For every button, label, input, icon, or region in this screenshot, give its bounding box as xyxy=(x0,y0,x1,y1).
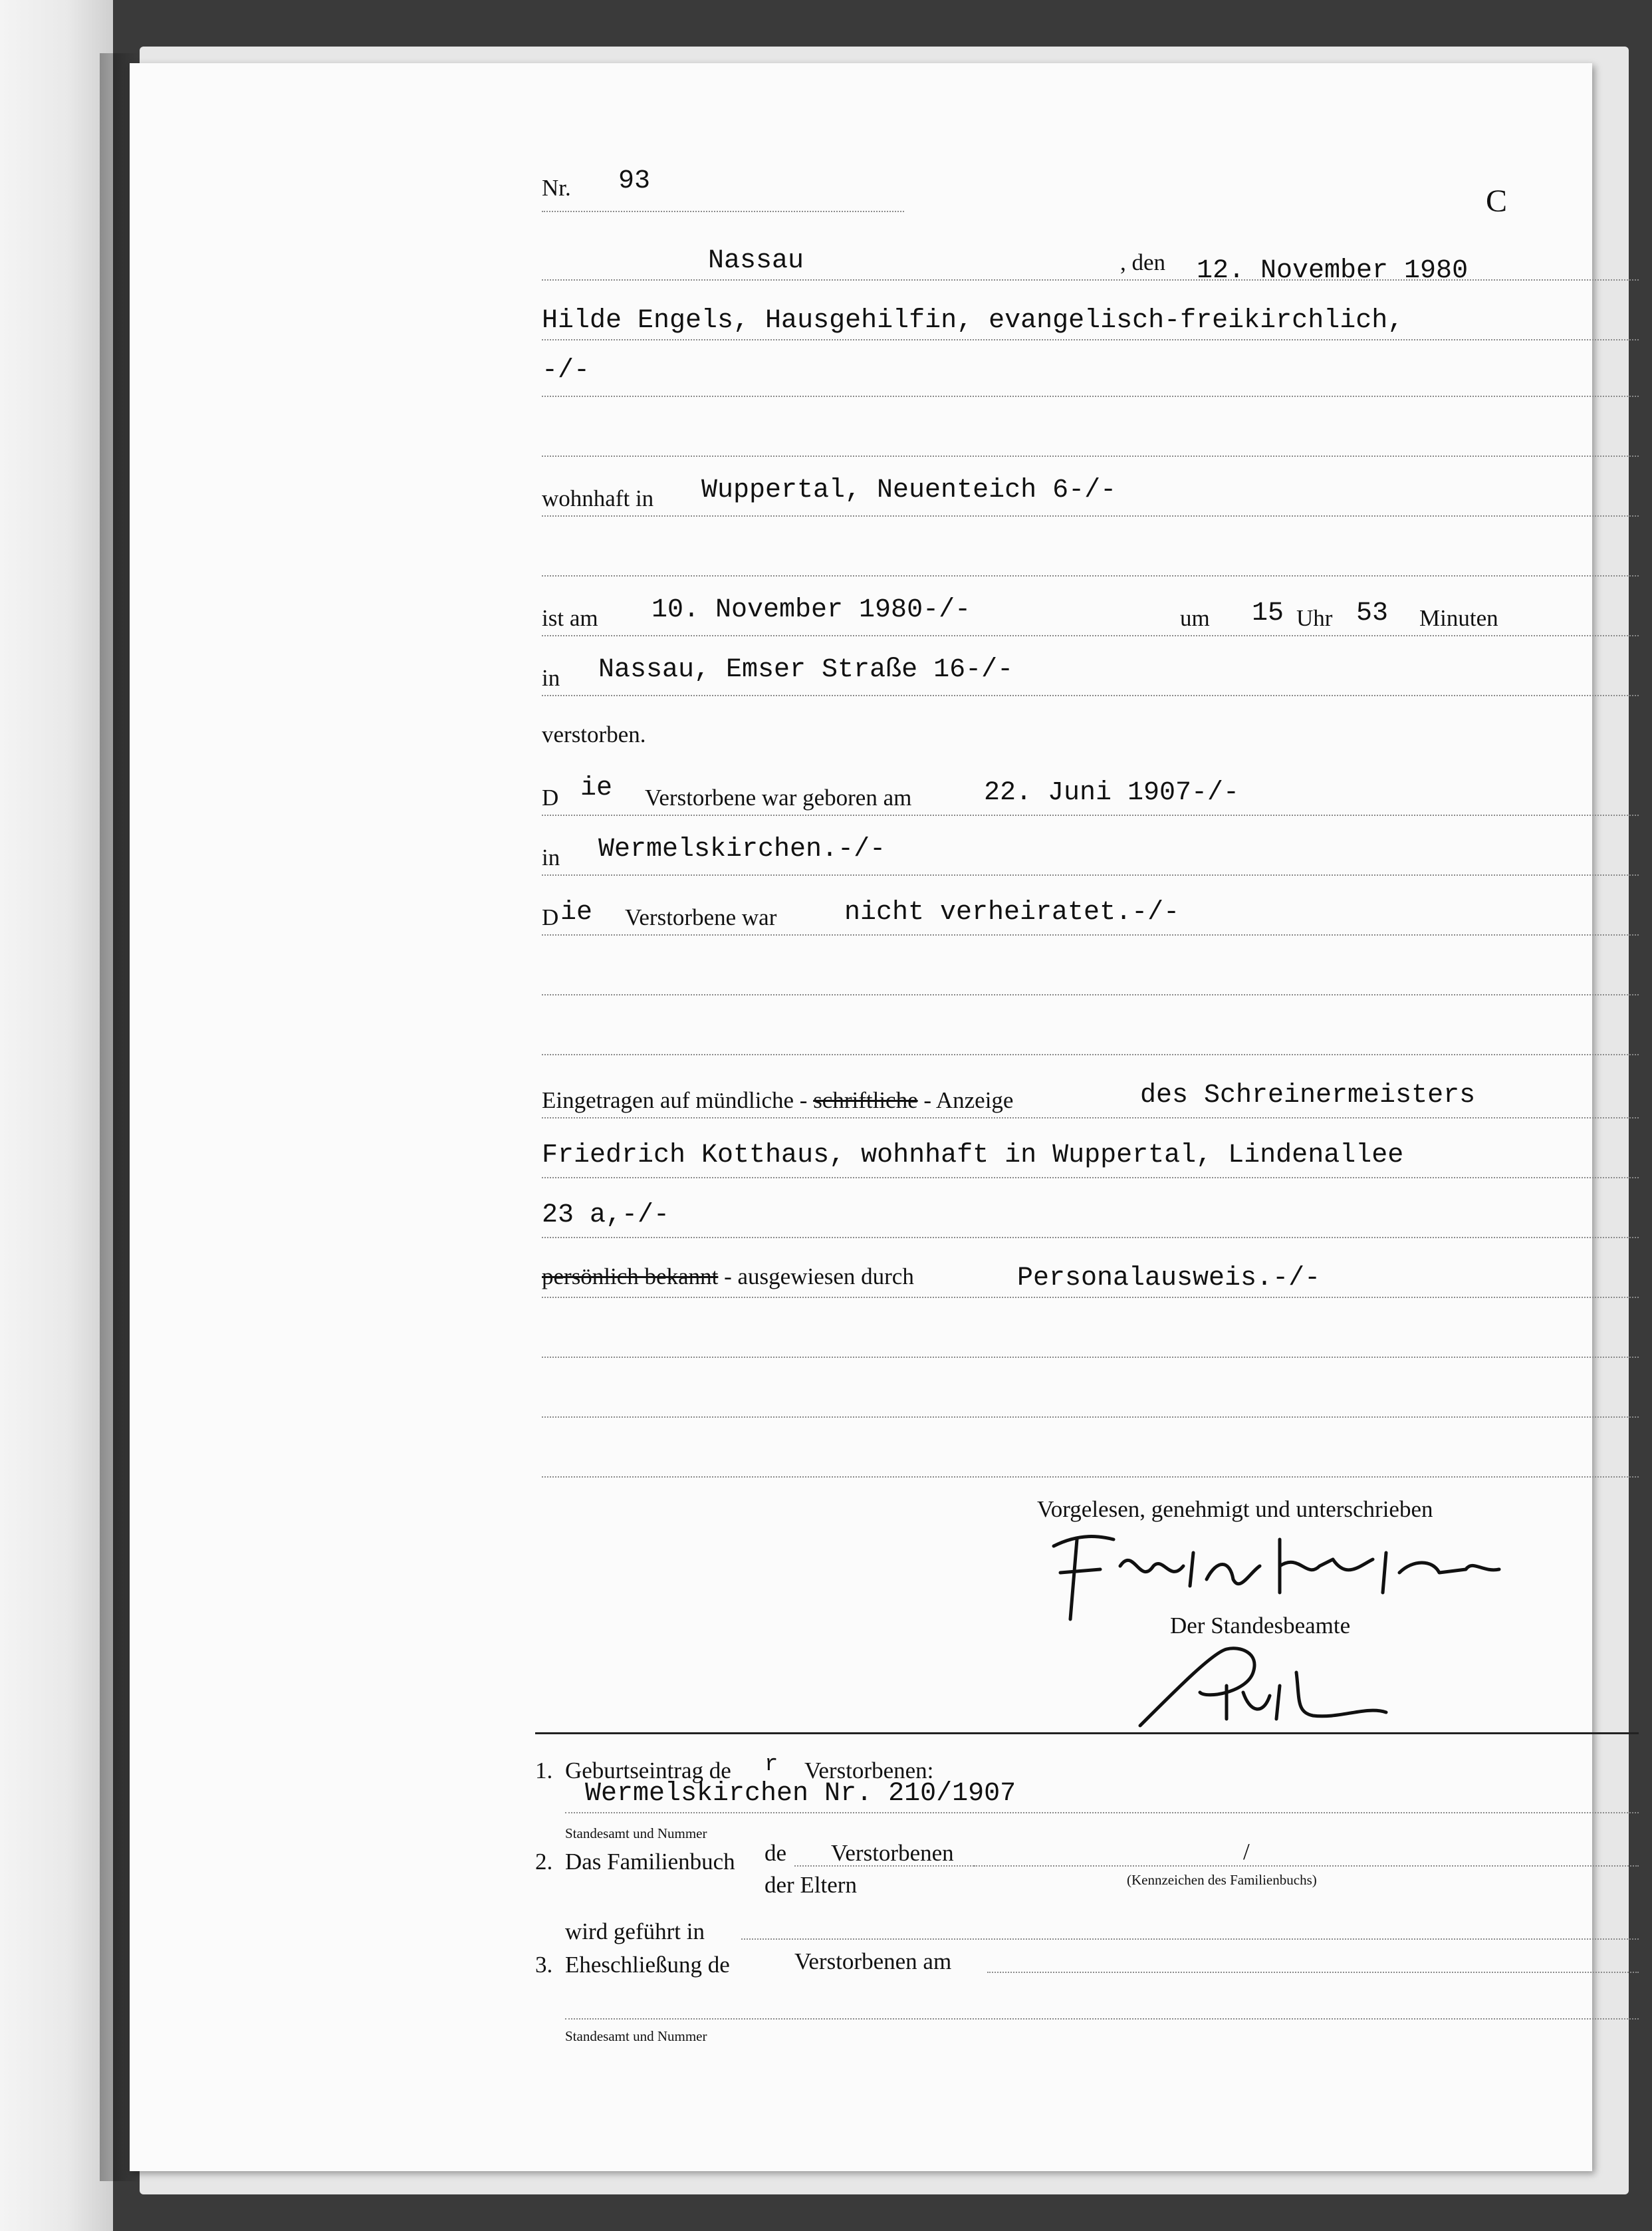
um-label: um xyxy=(1180,605,1210,631)
entry-dash-1: - xyxy=(794,1087,814,1113)
death-hour: 15 xyxy=(1252,598,1284,628)
register-number: 93 xyxy=(618,166,651,196)
blank-line-1 xyxy=(542,456,1639,457)
familienbuch-slash: / xyxy=(1243,1839,1250,1865)
death-register-page xyxy=(130,63,1592,2171)
informant-signature xyxy=(1040,1519,1506,1626)
eheschliessung-rule-2 xyxy=(565,2018,1639,2020)
standesamt-nummer-caption: Standesamt und Nummer xyxy=(565,1825,707,1841)
nr-label: Nr. xyxy=(542,175,571,201)
d-label: D xyxy=(542,785,559,811)
eheschliessung-label: Eheschließung de xyxy=(565,1952,730,1978)
register-date: 12. November 1980 xyxy=(1197,256,1469,286)
entry-dash-2: - Anzeige xyxy=(917,1087,1014,1113)
birth-date: 22. Juni 1907-/- xyxy=(984,778,1240,808)
der-eltern-label: der Eltern xyxy=(765,1872,857,1898)
geburtseintrag-suffix: r xyxy=(765,1752,778,1777)
birth-place: Wermelskirchen.-/- xyxy=(598,835,886,864)
person-line-2: -/- xyxy=(542,356,590,386)
footer-n2: 2. xyxy=(535,1849,553,1875)
blank-line-7 xyxy=(542,1476,1639,1478)
identification-value: Personalausweis.-/- xyxy=(1017,1263,1321,1293)
d-suffix: ie xyxy=(580,773,613,803)
ausgewiesen-text: - ausgewiesen durch xyxy=(718,1263,914,1289)
informant-line-1: des Schreinermeisters xyxy=(1140,1081,1476,1111)
die-prefix: D xyxy=(542,904,559,930)
person-line-1: Hilde Engels, Hausgehilfin, evangelisch-freikirchlich, xyxy=(542,306,1404,336)
footer-divider xyxy=(535,1732,1639,1734)
death-place: Nassau, Emser Straße 16-/- xyxy=(598,655,1014,685)
gefuehrt-rule xyxy=(741,1938,1639,1940)
nr-line xyxy=(542,211,904,212)
book-left-page xyxy=(0,0,113,2231)
familienbuch-label: Das Familienbuch xyxy=(565,1849,735,1875)
death-in-label: in xyxy=(542,665,560,691)
informant-rule-2 xyxy=(542,1177,1639,1178)
vorgelesen-label: Vorgelesen, genehmigt und unterschrieben xyxy=(1037,1496,1433,1522)
register-place: Nassau xyxy=(708,246,804,276)
blank-line-3 xyxy=(542,994,1639,995)
registrar-signature xyxy=(1127,1633,1406,1739)
wohnhaft-rule xyxy=(542,515,1639,517)
verstorbenen-label: Verstorbenen: xyxy=(804,1758,934,1783)
eheschliessung-verstorbenen: Verstorbenen am xyxy=(794,1948,952,1974)
identification-rule xyxy=(542,1297,1639,1298)
geburtseintrag-label: Geburtseintrag de xyxy=(565,1758,731,1783)
familienbuch-de-rule xyxy=(794,1865,974,1867)
birth-date-rule xyxy=(542,815,1639,816)
place-date-line xyxy=(542,279,1639,281)
ist-am-label: ist am xyxy=(542,605,598,631)
marital-rule xyxy=(542,934,1639,936)
eingetragen-label xyxy=(542,1087,1013,1114)
informant-rule-3 xyxy=(542,1237,1639,1238)
familienbuch-rule xyxy=(974,1865,1639,1867)
marital-label: Verstorbene war xyxy=(625,904,777,930)
marital-value: nicht verheiratet.-/- xyxy=(844,898,1180,928)
birth-in-label: in xyxy=(542,845,560,870)
death-date-rule xyxy=(542,635,1639,636)
blank-line-5 xyxy=(542,1357,1639,1358)
die-suffix: ie xyxy=(560,898,593,928)
footer-n1: 1. xyxy=(535,1758,553,1783)
entry-struck-schriftliche: schriftliche xyxy=(813,1087,918,1113)
geburtseintrag-rule xyxy=(565,1812,1639,1813)
standesamt-nummer-caption-2: Standesamt und Nummer xyxy=(565,2028,707,2044)
wohnhaft-value: Wuppertal, Neuenteich 6-/- xyxy=(701,475,1117,505)
death-date: 10. November 1980-/- xyxy=(651,595,971,625)
register-letter: C xyxy=(1486,184,1508,219)
wohnhaft-label: wohnhaft in xyxy=(542,485,654,511)
informant-line-2: Friedrich Kotthaus, wohnhaft in Wuppertal, Lindenallee xyxy=(542,1140,1404,1170)
geboren-label: Verstorbene war geboren am xyxy=(645,785,912,811)
verstorben-label: verstorben. xyxy=(542,722,646,747)
death-place-rule xyxy=(542,695,1639,696)
gefuehrt-label: wird geführt in xyxy=(565,1918,705,1944)
informant-rule-1 xyxy=(542,1117,1639,1118)
birth-place-rule xyxy=(542,874,1639,876)
uhr-label: Uhr xyxy=(1296,605,1333,631)
footer-n3: 3. xyxy=(535,1952,553,1978)
eheschliessung-rule xyxy=(987,1972,1639,1973)
familienbuch-verstorbenen: Verstorbenen xyxy=(831,1840,954,1866)
persoenlich-bekannt-struck: persönlich bekannt xyxy=(542,1263,719,1289)
blank-line-2 xyxy=(542,575,1639,577)
familienbuch-de: de xyxy=(765,1840,787,1866)
identification-label xyxy=(542,1263,914,1290)
informant-line-3: 23 a,-/- xyxy=(542,1200,670,1230)
blank-line-4 xyxy=(542,1054,1639,1055)
death-minute: 53 xyxy=(1356,598,1389,628)
person-line-2-rule xyxy=(542,396,1639,397)
den-label: , den xyxy=(1120,249,1166,275)
blank-line-6 xyxy=(542,1416,1639,1418)
kennzeichen-caption: (Kennzeichen des Familienbuchs) xyxy=(1127,1872,1317,1888)
geburtseintrag-value: Wermelskirchen Nr. 210/1907 xyxy=(585,1779,1016,1809)
minuten-label: Minuten xyxy=(1419,605,1498,631)
person-line-1-rule xyxy=(542,339,1639,340)
eingetragen-text: Eingetragen auf mündliche xyxy=(542,1087,794,1113)
standesbeamte-label: Der Standesbeamte xyxy=(1170,1613,1351,1639)
